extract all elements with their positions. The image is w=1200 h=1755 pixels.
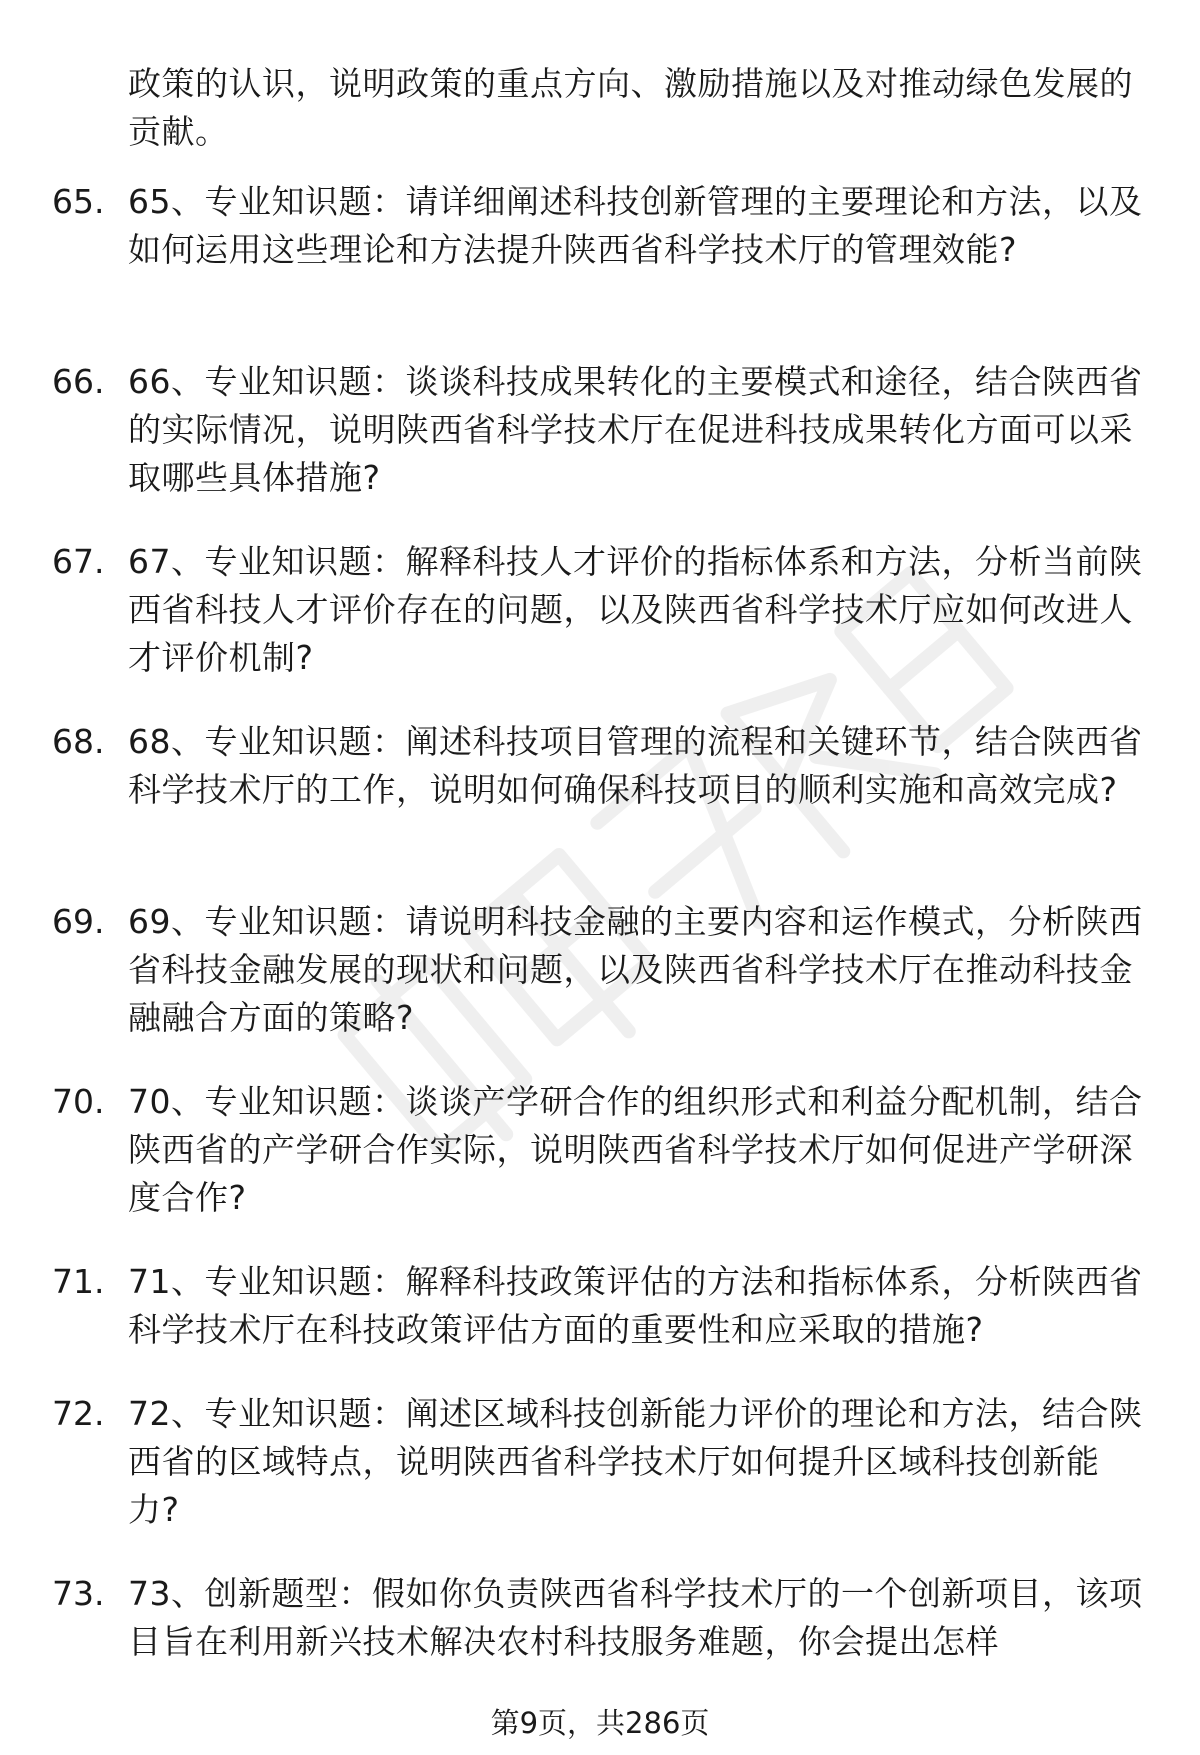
item-number: 72. <box>52 1394 105 1433</box>
page-footer: 第9页，共286页 <box>490 1706 710 1740</box>
item-text: 69、专业知识题：请说明科技金融的主要内容和运作模式，分析陕西省科技金融发展的现状和问题，以及陕西省科学技术厅在推动科技金融融合方面的策略? <box>128 902 1143 1037</box>
item-text: 71、专业知识题：解释科技政策评估的方法和指标体系，分析陕西省科学技术厅在科技政策评估方面的重要性和应采取的措施? <box>128 1262 1143 1349</box>
item-number: 65. <box>52 182 105 221</box>
item-text: 66、专业知识题：谈谈科技成果转化的主要模式和途径，结合陕西省的实际情况，说明陕西省科学技术厅在促进科技成果转化方面可以采取哪些具体措施? <box>128 362 1143 497</box>
item-number: 71. <box>52 1262 105 1301</box>
item-number: 70. <box>52 1082 105 1121</box>
item-number: 69. <box>52 902 105 941</box>
item-number: 66. <box>52 362 105 401</box>
item-text: 70、专业知识题：谈谈产学研合作的组织形式和利益分配机制，结合陕西省的产学研合作实际，说明陕西省科学技术厅如何促进产学研深度合作? <box>128 1082 1143 1217</box>
continuation-text: 政策的认识，说明政策的重点方向、激励措施以及对推动绿色发展的贡献。 <box>128 64 1133 151</box>
item-text: 73、创新题型：假如你负责陕西省科学技术厅的一个创新项目，该项目旨在利用新兴技术解决农村科技服务难题，你会提出怎样 <box>128 1574 1143 1661</box>
item-text: 67、专业知识题：解释科技人才评价的指标体系和方法，分析当前陕西省科技人才评价存在的问题，以及陕西省科学技术厅应如何改进人才评价机制? <box>128 542 1143 677</box>
item-text: 65、专业知识题：请详细阐述科技创新管理的主要理论和方法，以及如何运用这些理论和方法提升陕西省科学技术厅的管理效能? <box>128 182 1143 269</box>
item-number: 67. <box>52 542 105 581</box>
item-text: 72、专业知识题：阐述区域科技创新能力评价的理论和方法，结合陕西省的区域特点，说明陕西省科学技术厅如何提升区域科技创新能力? <box>128 1394 1143 1529</box>
item-number: 73. <box>52 1574 105 1613</box>
item-text: 68、专业知识题：阐述科技项目管理的流程和关键环节，结合陕西省科学技术厅的工作，说明如何确保科技项目的顺利实施和高效完成? <box>128 722 1143 809</box>
item-number: 68. <box>52 722 105 761</box>
